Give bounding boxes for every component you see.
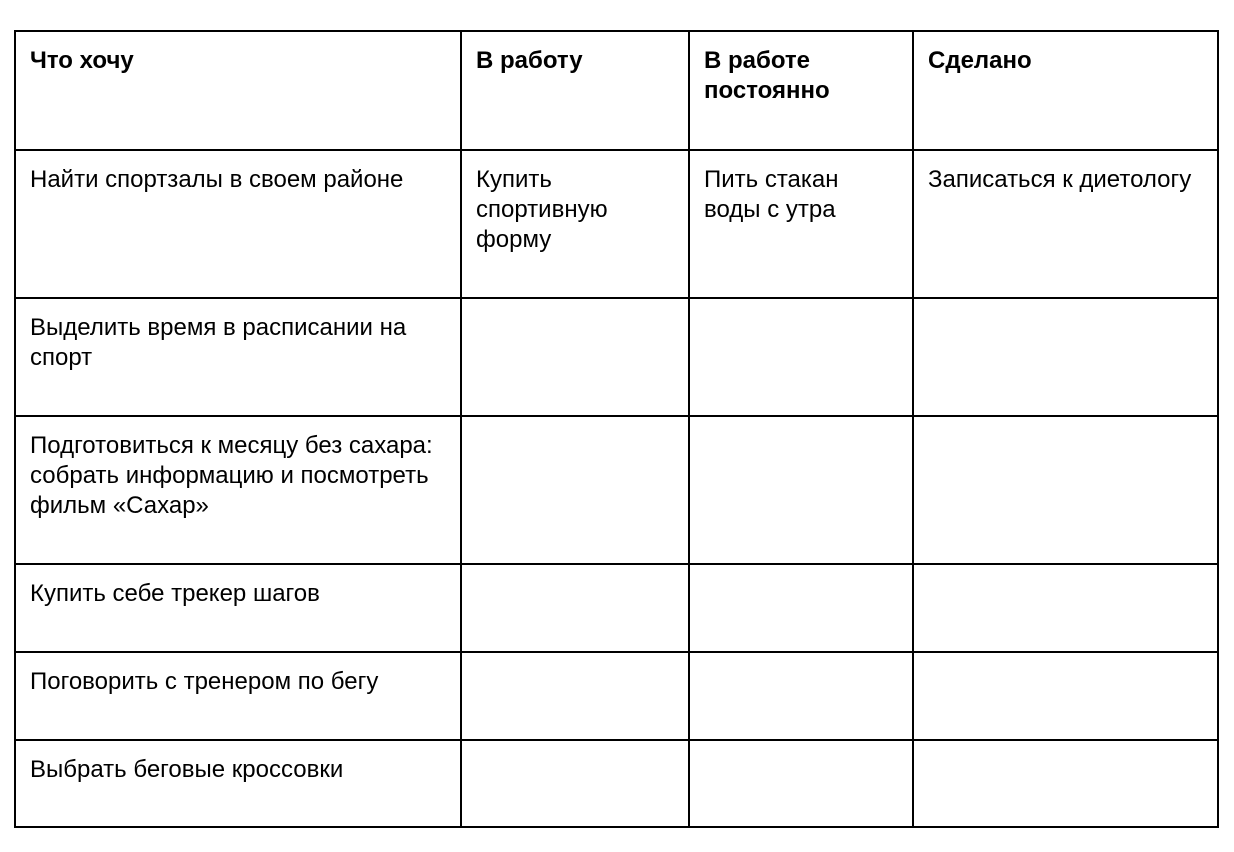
table-cell: [913, 298, 1218, 416]
table-cell: Пить стакан воды с утра: [689, 150, 913, 298]
table-cell: [689, 298, 913, 416]
table-cell: Купить себе трекер шагов: [15, 564, 461, 652]
table-row: [15, 652, 1218, 740]
table-row: [15, 740, 1218, 827]
table-cell: Выделить время в расписании на спорт: [15, 298, 461, 416]
table-cell: [913, 564, 1218, 652]
table-cell: [689, 740, 913, 827]
table-row: [15, 416, 1218, 564]
table-cell: Записаться к диетологу: [913, 150, 1218, 298]
header-cell-in-progress: В работе постоянно: [689, 31, 913, 150]
table-cell: Купить спортивную форму: [461, 150, 689, 298]
table-cell: Подготовиться к месяцу без сахара: собрать информацию и посмотреть фильм «Сахар»: [15, 416, 461, 564]
header-cell-to-work: В работу: [461, 31, 689, 150]
table-cell: Поговорить с тренером по бегу: [15, 652, 461, 740]
table-row: [15, 150, 1218, 298]
table-cell: [689, 416, 913, 564]
table-cell: [913, 416, 1218, 564]
table-cell: [689, 564, 913, 652]
table-row: [15, 298, 1218, 416]
table-cell: Найти спортзалы в своем районе: [15, 150, 461, 298]
table-cell: Выбрать беговые кроссовки: [15, 740, 461, 827]
kanban-table: [14, 30, 1219, 828]
table-row: [15, 564, 1218, 652]
table-cell: [913, 652, 1218, 740]
header-cell-want: Что хочу: [15, 31, 461, 150]
table-cell: [461, 298, 689, 416]
table-cell: [461, 416, 689, 564]
table-cell: [689, 652, 913, 740]
table-cell: [461, 740, 689, 827]
table-cell: [913, 740, 1218, 827]
table-cell: [461, 652, 689, 740]
table-header-row: [15, 31, 1218, 150]
header-cell-done: Сделано: [913, 31, 1218, 150]
table-cell: [461, 564, 689, 652]
